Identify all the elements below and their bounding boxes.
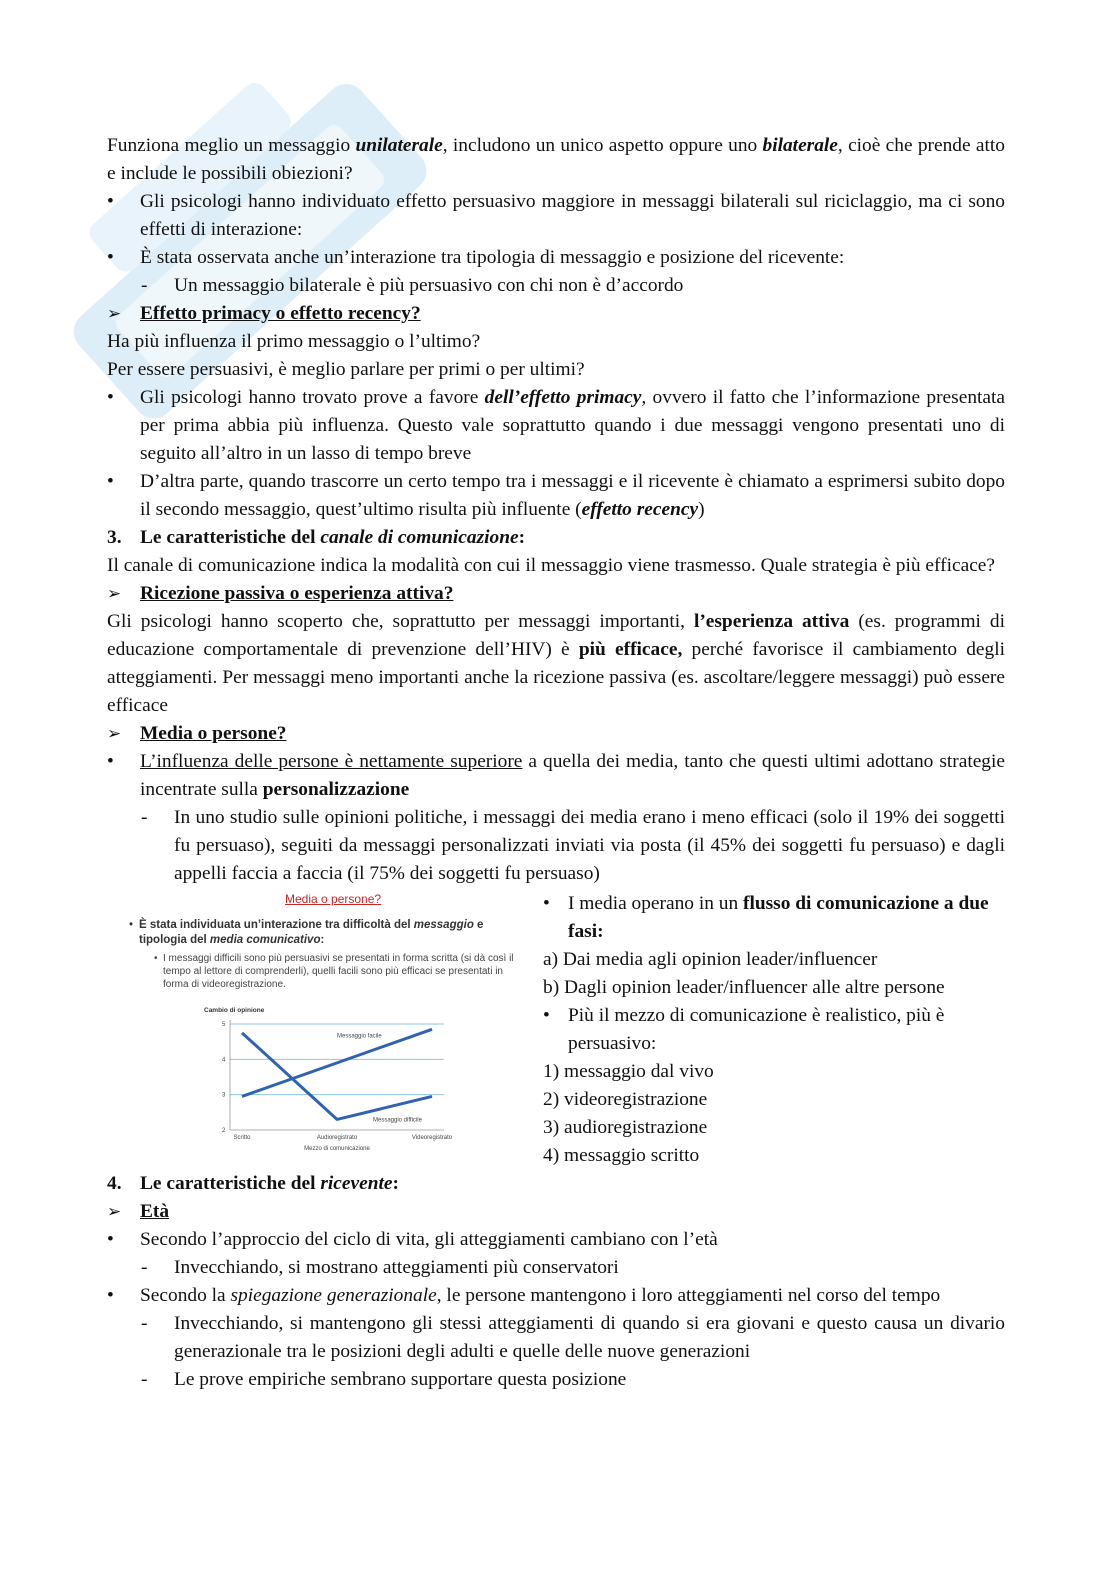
list-line: b) Dagli opinion leader/influencer alle altre persone: [543, 977, 945, 998]
list-line: a) Dai media agli opinion leader/influencer: [543, 949, 878, 970]
y-axis-label: Cambio di opinione: [204, 1007, 265, 1014]
section-heading-canale: 3. Le caratteristiche del canale di comunicazione:: [107, 527, 526, 548]
bullet-item: • Gli psicologi hanno trovato prove a favore dell’effetto primacy, ovvero il fatto che l’informazione presentata per prima abbia più influenza. Questo vale soprattutto quando i due messaggi vengono presentati uno di seguito all’altro in un lasso di tempo breve: [107, 387, 1005, 464]
series-line-1: [242, 1029, 432, 1096]
y-tick-label: 3: [222, 1092, 226, 1099]
list-line: 2) videoregistrazione: [543, 1089, 708, 1110]
bullet-item: • Secondo l’approccio del ciclo di vita, gli atteggiamenti cambiano con l’età: [107, 1229, 718, 1250]
series-line-2: [242, 1033, 432, 1120]
figure-row: [107, 890, 1005, 1170]
bullet-item: • È stata osservata anche un’interazione tra tipologia di messaggio e posizione del ricevente:: [107, 247, 845, 268]
bullet-item: • L’influenza delle persone è nettamente superiore a quella dei media, tanto che questi ultimi adottano strategie incentrate sulla personalizzazione: [107, 751, 1005, 800]
series-label: Messaggio facile: [337, 1033, 382, 1040]
section-heading-primacy: ➢ Effetto primacy o effetto recency?: [107, 303, 421, 324]
section-heading-ricezione: ➢ Ricezione passiva o esperienza attiva?: [107, 583, 454, 604]
intro-paragraph: Funziona meglio un messaggio unilaterale, includono un unico aspetto oppure uno bilaterale, cioè che prende atto e include le possibili obiezioni?: [107, 135, 1005, 184]
question-line: Per essere persuasivi, è meglio parlare per primi o per ultimi?: [107, 359, 585, 380]
section-heading-media: ➢ Media o persone?: [107, 723, 287, 744]
list-line: 1) messaggio dal vivo: [543, 1061, 714, 1082]
dash-item: - Invecchiando, si mantengono gli stessi atteggiamenti di quando si era giovani e questo causa un divario generazionale tra le posizioni degli adulti e quelle delle nuove generazioni: [141, 1313, 1005, 1362]
right-column: [543, 890, 1005, 1170]
question-line: Ha più influenza il primo messaggio o l’ultimo?: [107, 331, 481, 352]
series-label: Messaggio difficile: [373, 1117, 422, 1124]
slide-figure: [107, 890, 531, 1160]
bullet-item: • Secondo la spiegazione generazionale, le persone mantengono i loro atteggiamenti nel corso del tempo: [107, 1285, 941, 1306]
section-heading-eta: ➢ Età: [107, 1201, 170, 1222]
canale-paragraph: Il canale di comunicazione indica la modalità con cui il messaggio viene trasmesso. Quale strategia è più efficace?: [107, 555, 996, 576]
y-tick-label: 2: [222, 1128, 226, 1134]
ricezione-paragraph: Gli psicologi hanno scoperto che, soprattutto per messaggi importanti, l’esperienza attiva (es. programmi di educazione comportamentale di prevenzione dell’HIV) è più efficace, perché favorisce il cambiamento degli atteggiamenti. Per messaggi meno importanti anche la ricezione passiva (es. ascoltare/leggere messaggi) può essere efficace: [107, 611, 1005, 716]
list-line: 3) audioregistrazione: [543, 1117, 708, 1138]
y-tick-label: 5: [222, 1022, 226, 1028]
figure-title: Media o persone?: [285, 892, 382, 906]
x-tick-label: Scritto: [233, 1135, 251, 1141]
dash-item: - Invecchiando, si mostrano atteggiamenti più conservatori: [141, 1257, 619, 1278]
x-axis-label: Mezzo di comunicazione: [304, 1146, 370, 1152]
bullet-item: • Più il mezzo di comunicazione è realistico, più è persuasivo:: [543, 1005, 945, 1054]
list-line: 4) messaggio scritto: [543, 1145, 700, 1166]
bullet-item: • D’altra parte, quando trascorre un certo tempo tra i messaggi e il ricevente è chiamato a esprimersi subito dopo il secondo messaggio, quest’ultimo risulta più influente (effetto recency): [107, 471, 1005, 520]
x-tick-label: Videoregistrato: [411, 1135, 453, 1141]
document-page: [107, 132, 1005, 1394]
x-tick-label: Audioregistrato: [316, 1135, 358, 1141]
section-heading-ricevente: 4. Le caratteristiche del ricevente:: [107, 1173, 399, 1194]
figure-bullet: • È stata individuata un’interazione tra difficoltà del messaggio e tipologia del media comunicativo:: [129, 919, 484, 946]
y-tick-label: 4: [222, 1057, 226, 1064]
bullet-item: • I media operano in un flusso di comunicazione a due fasi:: [543, 893, 989, 942]
line-chart: [202, 1002, 502, 1152]
dash-item: - In uno studio sulle opinioni politiche, i messaggi dei media erano i meno efficaci (solo il 19% dei soggetti fu persuaso), seguiti da messaggi personalizzati inviati via posta (il 45% dei soggetti fu persuaso) e dagli appelli faccia a faccia (il 75% dei soggetti fu persuaso): [141, 807, 1005, 884]
bullet-item: • Gli psicologi hanno individuato effetto persuasivo maggiore in messaggi bilaterali sul riciclaggio, ma ci sono effetti di interazione:: [107, 191, 1005, 240]
dash-item: - Un messaggio bilaterale è più persuasivo con chi non è d’accordo: [141, 275, 684, 296]
dash-item: - Le prove empiriche sembrano supportare questa posizione: [141, 1369, 627, 1390]
figure-sub-bullet: • I messaggi difficili sono più persuasivi se presentati in forma scritta (si dà così il tempo al lettore di comprenderli), quelli facili sono più efficaci se presentati in forma di videoregistrazione.: [154, 953, 514, 990]
